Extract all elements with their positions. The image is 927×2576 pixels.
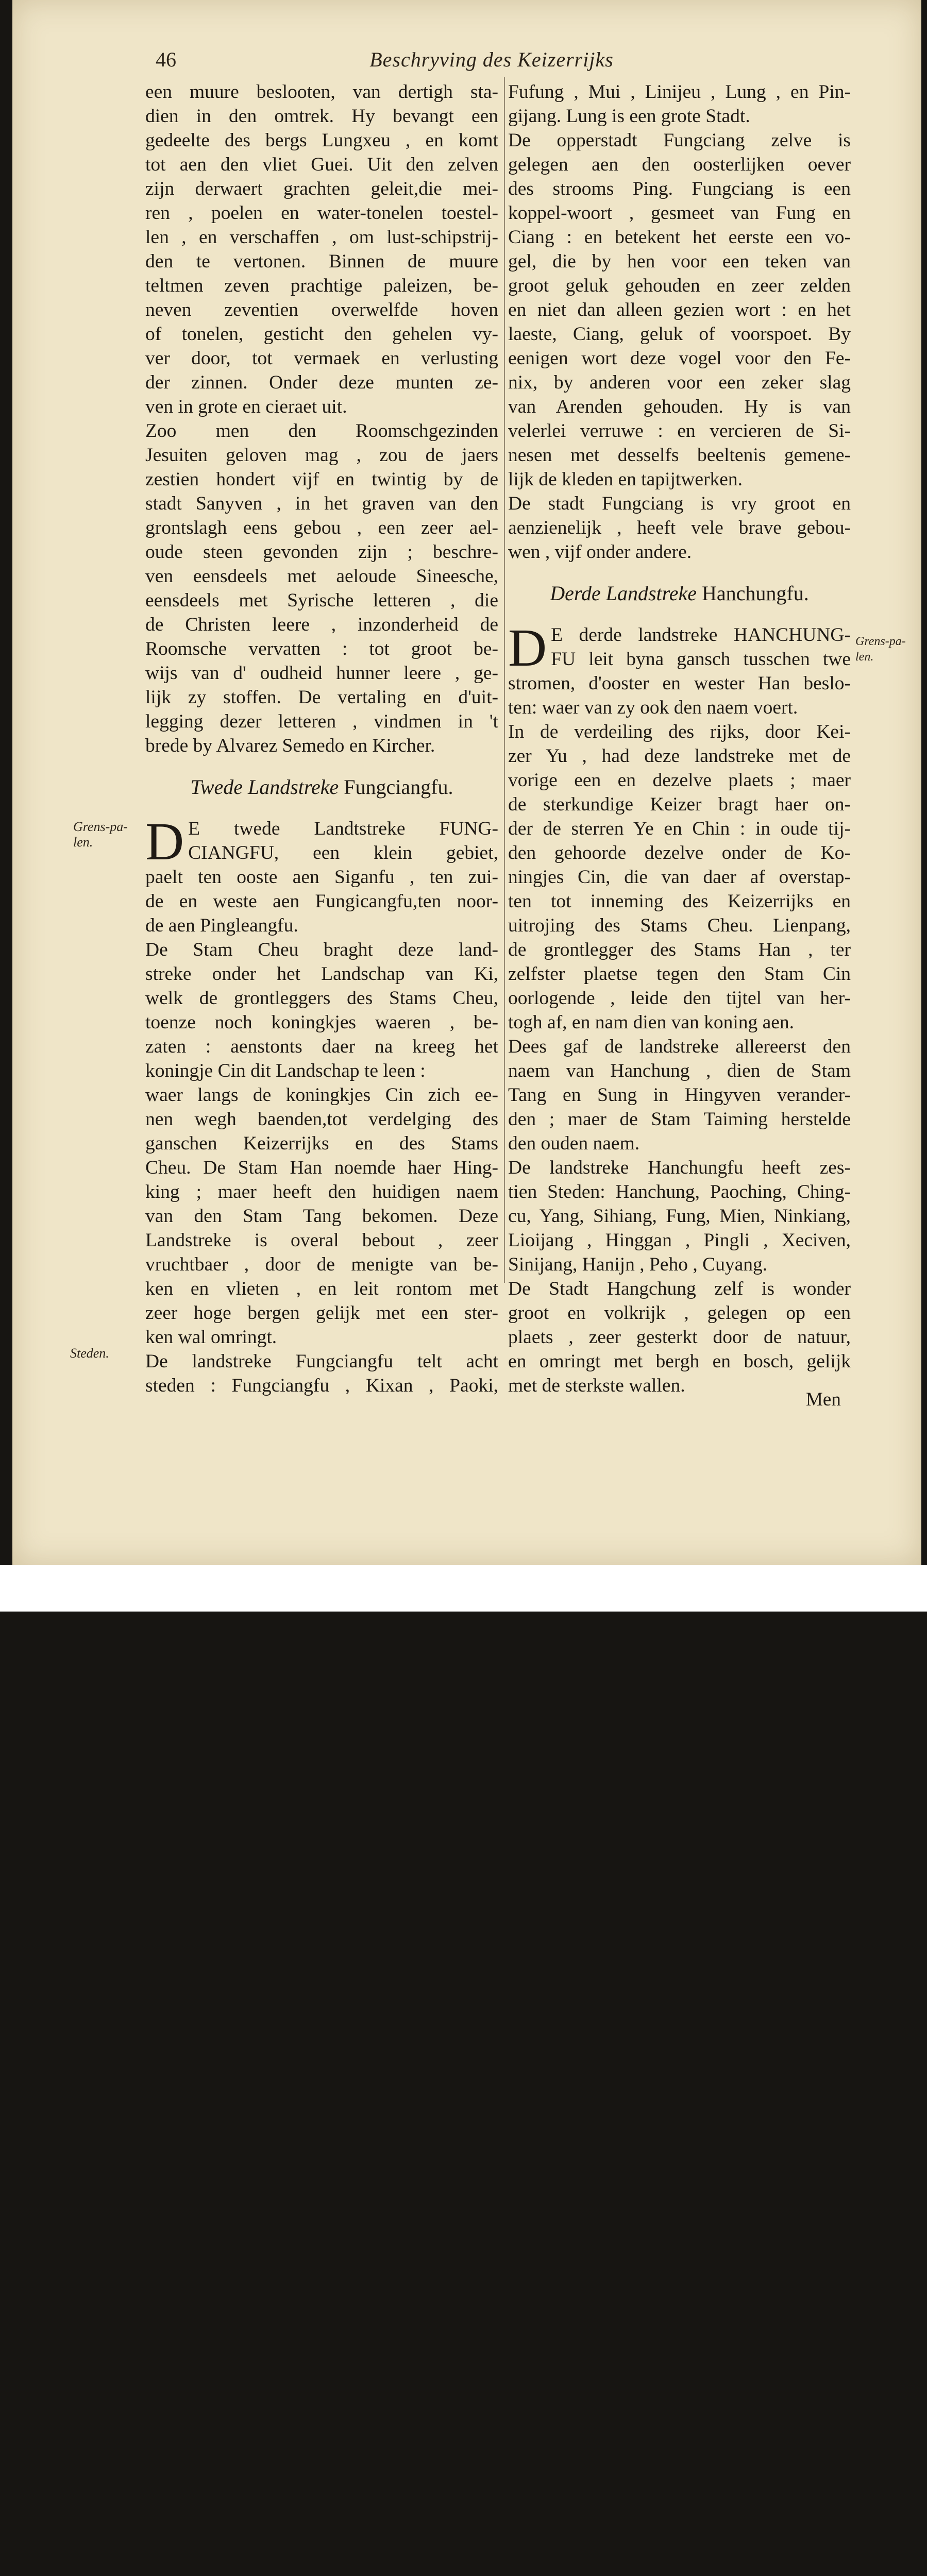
marginal-note-grens-palen-left	[73, 819, 128, 850]
marginal-note-grens-palen-right	[855, 634, 906, 665]
text-line: nen wegh baenden,tot verdelging des	[145, 1109, 498, 1130]
text-line: vorige een en dezelve plaets ; maer	[508, 770, 851, 791]
text-line: de sterkundige Keizer bragt haer on-	[508, 794, 851, 815]
text-line: FU leit byna gansch tusschen twe	[551, 649, 851, 670]
text-line: toenze noch koningkjes waeren , be-	[145, 1012, 498, 1033]
text-line: vruchtbaer , door de menigte van be-	[145, 1254, 498, 1275]
text-line: uitrojing des Stams Cheu. Lienpang,	[508, 915, 851, 936]
marginal-note-text: len.	[73, 835, 93, 850]
text-line: tot aen den vliet Guei. Uit den zelven	[145, 154, 498, 175]
text-line: zer Yu , had deze landstreke met de	[508, 745, 851, 767]
text-line: stadt Sanyven , in het graven van den	[145, 493, 498, 514]
text-line: paelt ten ooste aen Siganfu , ten zui-	[145, 867, 498, 888]
text-line: de grontlegger des Stams Han , ter	[508, 939, 851, 960]
text-line: tien Steden: Hanchung, Paoching, Ching-	[508, 1181, 851, 1202]
text-line: Tang en Sung in Hingyven verander-	[508, 1084, 851, 1106]
text-line: De Stam Cheu braght deze land-	[145, 939, 498, 960]
text-line: togh af, en nam dien van koning aen.	[508, 1012, 795, 1033]
text-line: steden : Fungciangfu , Kixan , Paoki,	[145, 1375, 498, 1396]
text-line: len , en verschaffen , om lust-schipstrij-	[145, 227, 498, 248]
text-line: wen , vijf onder andere.	[508, 541, 692, 563]
running-title: Beschryving des Keizerrijks	[369, 48, 614, 71]
text-line: legging dezer letteren , vindmen in 't	[145, 711, 498, 732]
text-line: den ; maer de Stam Taiming herstelde	[508, 1109, 851, 1130]
text-line: In de verdeiling des rijks, door Kei-	[508, 721, 851, 742]
text-line: neven zeventien overwelfde hoven	[145, 299, 498, 320]
text-line: zaten : aenstonts daer na kreeg het	[145, 1036, 498, 1057]
text-line: plaets , zeer gesterkt door de natuur,	[508, 1327, 851, 1348]
section-gap	[145, 803, 498, 817]
text-line: cu, Yang, Sihiang, Fung, Mien, Ninkiang,	[508, 1206, 851, 1227]
text-line: zeer hoge bergen gelijk met een ster-	[145, 1302, 498, 1324]
text-line: eensdeels met Syrische letteren , die	[145, 590, 498, 611]
text-line: Lioijang , Hinggan , Pingli , Xeciven,	[508, 1230, 851, 1251]
text-line: oude steen gevonden zijn ; beschre-	[145, 541, 498, 563]
right-column	[508, 80, 851, 1398]
column-divider	[504, 77, 505, 1283]
text-line: nix, by anderen voor een zeker slag	[508, 372, 851, 393]
text-line: van den Stam Tang bekomen. Deze	[145, 1206, 498, 1227]
text-line: van Arenden gehouden. Hy is van	[508, 396, 851, 417]
text-line: E derde landstreke HANCHUNG-	[551, 624, 851, 646]
marginal-note-steden: Steden.	[70, 1346, 109, 1361]
text-line: ken en vlieten , en leit rontom met	[145, 1278, 498, 1299]
section-heading	[145, 771, 498, 803]
text-line: Landstreke is overal bebout , zeer	[145, 1230, 498, 1251]
text-line: ren , poelen en water-tonelen toestel-	[145, 202, 498, 224]
section-gap	[508, 564, 851, 578]
text-line: koningje Cin dit Landschap te leen :	[145, 1060, 426, 1081]
text-line: De landstreke Hanchungfu heeft zes-	[508, 1157, 851, 1178]
text-line: De landstreke Fungciangfu telt acht	[145, 1351, 498, 1372]
text-line: Cheu. De Stam Han noemde haer Hing-	[145, 1157, 498, 1178]
text-line: velerlei verruwe : en vercieren de Si-	[508, 420, 851, 442]
footer-bar	[0, 1565, 927, 1612]
text-line: De Stadt Hangchung zelf is wonder	[508, 1278, 851, 1299]
text-line: gel, die by hen voor een teken van	[508, 251, 851, 272]
text-line: een muure beslooten, van dertigh sta-	[145, 81, 498, 103]
marginal-note-text: Grens-pa-	[73, 819, 128, 834]
text-line: met de sterkste wallen.	[508, 1375, 685, 1396]
text-line: grontslagh eens gebou , een zeer ael-	[145, 517, 498, 538]
text-line: De stadt Fungciang is vry groot en	[508, 493, 851, 514]
text-line: ningjes Cin, die van daer af overstap-	[508, 867, 851, 888]
text-line: Dees gaf de landstreke allereerst den	[508, 1036, 851, 1057]
section-gap	[145, 758, 498, 771]
text-line: groot geluk gehouden en zeer zelden	[508, 275, 851, 296]
text-line: dien in den omtrek. Hy bevangt een	[145, 106, 498, 127]
left-column	[145, 80, 498, 1398]
text-line: der zinnen. Onder deze munten ze-	[145, 372, 498, 393]
text-line: zestien hondert vijf en twintig by de	[145, 469, 498, 490]
text-line: ver door, tot vermaek en verlusting	[145, 348, 498, 369]
text-line: den ouden naem.	[508, 1133, 640, 1154]
text-line: waer langs de koningkjes Cin zich ee-	[145, 1084, 498, 1106]
text-line: CIANGFU, een klein gebiet,	[188, 842, 498, 863]
text-line: lijk de kleden en tapijtwerken.	[508, 469, 743, 490]
section-heading-italic: Twede Landstreke	[190, 775, 339, 799]
text-line: Sinijang, Hanijn , Peho , Cuyang.	[508, 1254, 768, 1275]
text-line: gijang. Lung is een grote Stadt.	[508, 106, 750, 127]
text-line: wijs van d' oudheid hunner leere , ge-	[145, 663, 498, 684]
text-line: en omringt met bergh en bosch, gelijk	[508, 1351, 851, 1372]
text-line: laeste, Ciang, geluk of voorspoet. By	[508, 324, 851, 345]
section-gap	[508, 609, 851, 623]
section-heading-roman: Hanchungfu.	[702, 582, 809, 605]
section-heading	[508, 578, 851, 609]
text-line: streke onder het Landschap van Ki,	[145, 963, 498, 985]
text-line: zijn derwaert grachten geleit,die mei-	[145, 178, 498, 199]
text-line: den gehoorde dezelve onder de Ko-	[508, 842, 851, 863]
catchword: Men	[806, 1389, 841, 1410]
text-line: de Christen leere , inzonderheid de	[145, 614, 498, 635]
text-line: Zoo men den Roomschgezinden	[145, 420, 498, 442]
text-line: stromen, d'ooster en wester Han beslo-	[508, 673, 851, 694]
marginal-note-text: len.	[855, 650, 874, 664]
text-line: de aen Pingleangfu.	[145, 915, 298, 936]
text-line: koppel-woort , gesmeet van Fung en	[508, 202, 851, 224]
text-line: nesen met desselfs beeltenis gemene-	[508, 445, 851, 466]
text-line: Jesuiten geloven mag , zou de jaers	[145, 445, 498, 466]
drop-cap: D	[508, 618, 547, 677]
text-line: teltmen zeven prachtige paleizen, be-	[145, 275, 498, 296]
text-line: Roomsche vervatten : tot groot be-	[145, 638, 498, 659]
marginal-note-text: Grens-pa-	[855, 635, 906, 648]
page-number: 46	[156, 48, 176, 71]
book-page	[12, 0, 921, 1565]
text-line: ven in grote en cieraet uit.	[145, 396, 347, 417]
text-line: gelegen aen den oosterlijken oever	[508, 154, 851, 175]
text-line: aenzienelijk , heeft vele brave gebou-	[508, 517, 851, 538]
text-line: oorlogende , leide den tijtel van her-	[508, 988, 851, 1009]
text-line: ven eensdeels met aeloude Sineesche,	[145, 566, 498, 587]
text-line: Fufung , Mui , Linijeu , Lung , en Pin-	[508, 81, 851, 103]
text-line: De opperstadt Fungciang zelve is	[508, 130, 851, 151]
section-heading-roman: Fungciangfu.	[344, 775, 453, 799]
text-line: des strooms Ping. Fungciang is een	[508, 178, 851, 199]
text-line: en niet dan alleen gezien wort : en het	[508, 299, 851, 320]
text-line: of tonelen, gesticht den gehelen vy-	[145, 324, 498, 345]
text-line: groot en volkrijk , gelegen op een	[508, 1302, 851, 1324]
text-line: E twede Landtstreke FUNG-	[188, 818, 498, 839]
text-line: zelfster plaetse tegen den Stam Cin	[508, 963, 851, 985]
text-line: welk de grontleggers des Stams Cheu,	[145, 988, 498, 1009]
text-line: de en weste aen Fungicangfu,ten noor-	[145, 891, 498, 912]
text-line: gedeelte des bergs Lungxeu , en komt	[145, 130, 498, 151]
text-line: ten: waer van zy ook den naem voert.	[508, 697, 798, 718]
text-line: ken wal omringt.	[145, 1327, 277, 1348]
page-header	[141, 47, 842, 78]
section-heading-italic: Derde Landstreke	[550, 582, 697, 605]
text-line: ganschen Keizerrijks en des Stams	[145, 1133, 498, 1154]
text-line: ten tot inneming des Keizerrijks en	[508, 891, 851, 912]
text-line: naem van Hanchung , dien de Stam	[508, 1060, 851, 1081]
text-line: lijk zy stoffen. De vertaling en d'uit-	[145, 687, 498, 708]
text-line: eenigen wort deze vogel voor den Fe-	[508, 348, 851, 369]
text-line: der de sterren Ye en Chin : in oude tij-	[508, 818, 851, 839]
drop-cap: D	[145, 812, 184, 871]
text-line: den te vertonen. Binnen de muure	[145, 251, 498, 272]
text-line: brede by Alvarez Semedo en Kircher.	[145, 735, 435, 756]
text-line: Ciang : en betekent het eerste een vo-	[508, 227, 851, 248]
text-line: king ; maer heeft den huidigen naem	[145, 1181, 498, 1202]
